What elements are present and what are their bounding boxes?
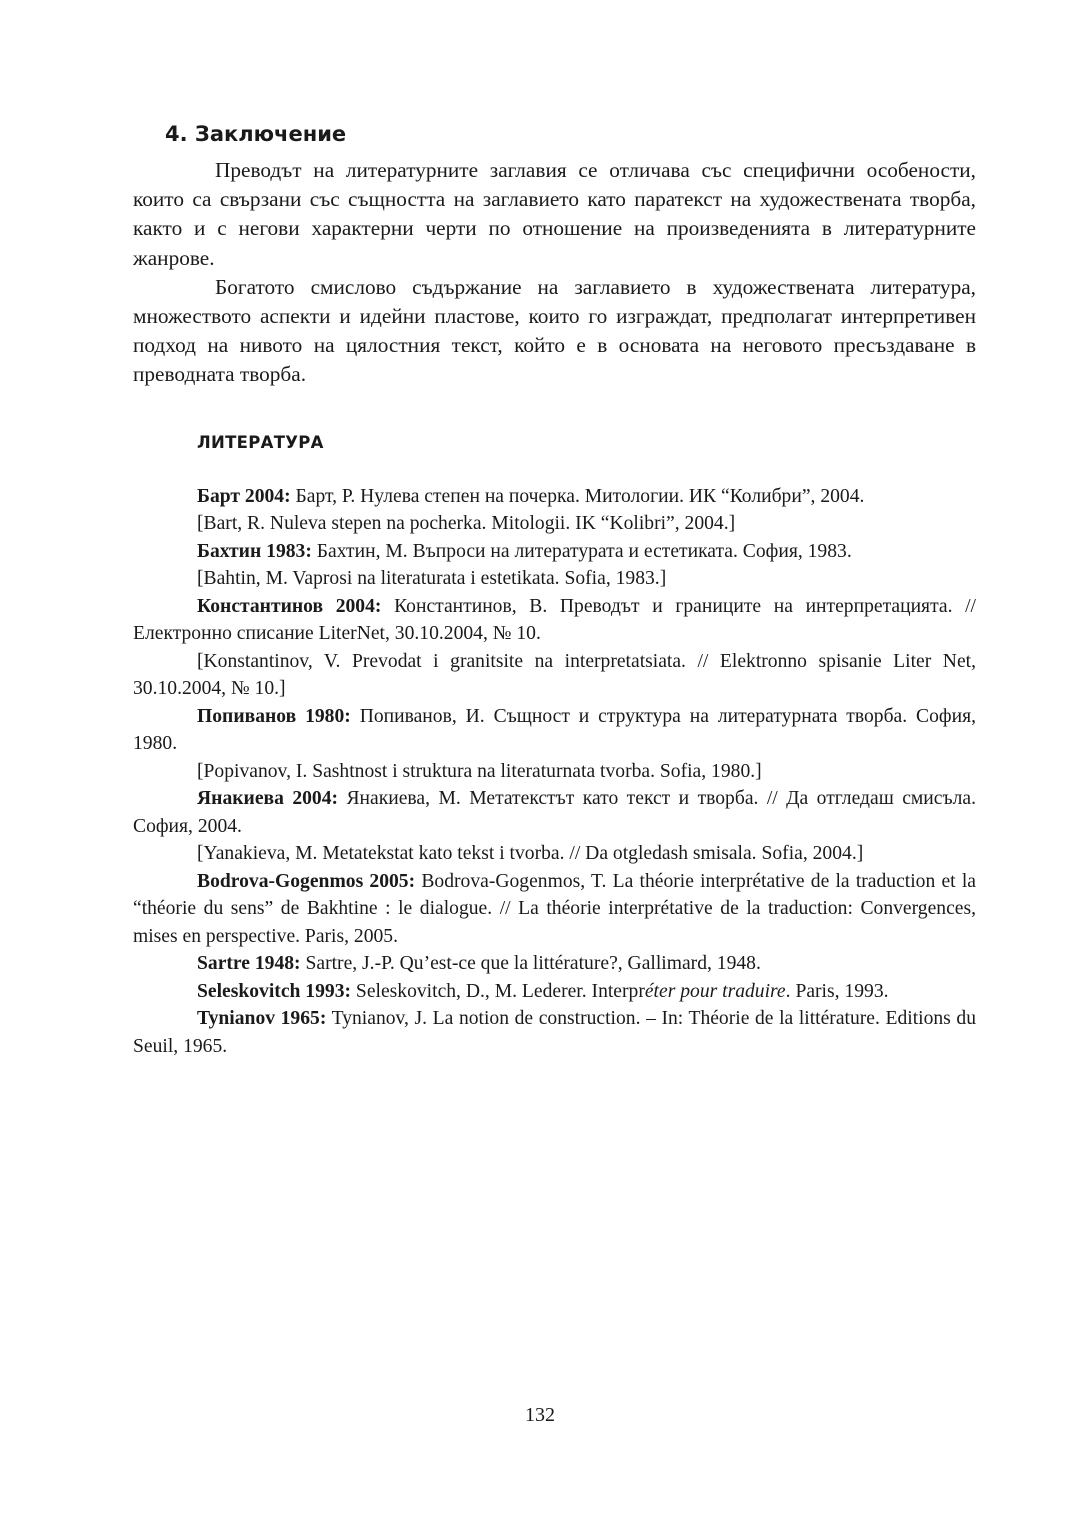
reference-text: Seleskovitch, D., M. Lederer. Interpr bbox=[351, 980, 645, 1002]
reference-entry bbox=[133, 483, 976, 511]
reference-text-after: . Paris, 1993. bbox=[785, 980, 889, 1002]
reference-entry bbox=[133, 703, 976, 758]
reference-key: Попиванов 1980: bbox=[197, 705, 351, 727]
reference-text: Бахтин, М. Въпроси на литературата и естетиката. София, 1983. bbox=[311, 540, 852, 562]
reference-text: Янакиева, М. Метатекстът като текст и творба. // Да отгледаш смисъла. София, 2004. bbox=[133, 788, 976, 837]
reference-transliteration bbox=[133, 648, 976, 703]
reference-entry bbox=[133, 538, 976, 566]
reference-key: Барт 2004: bbox=[197, 485, 291, 507]
reference-entry bbox=[133, 785, 976, 840]
reference-text: [Bahtin, M. Vaprosi na literaturata i estetikata. Sofia, 1983.] bbox=[197, 568, 667, 590]
reference-key: Tynianov 1965: bbox=[197, 1008, 327, 1030]
reference-key: Янакиева 2004: bbox=[197, 788, 339, 810]
literature-heading: ЛИТЕРАТУРА bbox=[197, 432, 324, 452]
reference-text: [Yanakieva, M. Metatekstat kato tekst i tvorba. // Da otgledash smisala. Sofia, 2004.] bbox=[197, 843, 864, 865]
reference-entry bbox=[133, 593, 976, 648]
reference-text: [Konstantinov, V. Prevodat i granitsite na interpretatsiata. // Elektronno spisanie Liter Net, 30.10.2004, № 10.] bbox=[133, 650, 976, 700]
reference-entry bbox=[133, 1005, 976, 1060]
reference-text: [Bart, R. Nuleva stepen na pocherka. Mitologii. IK “Kolibri”, 2004.] bbox=[197, 513, 736, 535]
reference-text: Tynianov, J. La notion de construction. – In: Théorie de la littérature. Editions du Seuil, 1965. bbox=[133, 1008, 976, 1057]
reference-list bbox=[133, 483, 976, 1061]
reference-italic-title: éter pour traduire bbox=[644, 980, 786, 1002]
reference-transliteration bbox=[133, 840, 976, 868]
reference-text: [Popivanov, I. Sashtnost i struktura na literaturnata tvorba. Sofia, 1980.] bbox=[197, 760, 762, 782]
reference-transliteration bbox=[133, 758, 976, 786]
reference-entry bbox=[133, 950, 976, 978]
reference-entry bbox=[133, 868, 976, 951]
reference-transliteration bbox=[133, 565, 976, 593]
section-heading: 4. Заключение bbox=[165, 122, 347, 146]
page-number: 132 bbox=[525, 1404, 555, 1426]
reference-text: Попиванов, И. Същност и структура на литературната творба. София, 1980. bbox=[133, 705, 976, 755]
paragraph: Богатото смислово съдържание на заглавието в художествената литература, множеството аспекти и идейни пластове, които го изграждат, предполагат интерпретивен подход на нивото на цялостния текст, който е в основата на неговото пресъздаване в преводната творба. bbox=[133, 274, 976, 387]
reference-key: Seleskovitch 1993: bbox=[197, 980, 352, 1002]
reference-text: Sartre, J.-P. Qu’est-ce que la littérature?, Gallimard, 1948. bbox=[300, 953, 761, 975]
reference-entry bbox=[133, 978, 976, 1006]
reference-text: Константинов, В. Преводът и границите на интерпретацията. // Електронно списание LiterNet, 30.10.2004, № 10. bbox=[133, 595, 977, 645]
reference-text: Bodrova-Gogenmos, T. La théorie interprétative de la traduction et la “théorie du sens” de Bakhtine : le dialogue. // La théorie interprétative de la traduction: Convergences, mises en perspective. Paris, 2005. bbox=[133, 870, 976, 947]
reference-key: Sartre 1948: bbox=[197, 953, 301, 975]
reference-transliteration bbox=[133, 510, 976, 538]
reference-key: Бахтин 1983: bbox=[197, 540, 312, 562]
reference-key: Bodrova-Gogenmos 2005: bbox=[197, 870, 416, 892]
paragraph: Преводът на литературните заглавия се отличава със специфични особености, които са свързани със същността на заглавието като паратекст на художествената творба, както и с негови характерни черти по отношение на произведенията в литературните жанрове. bbox=[133, 158, 976, 270]
reference-key: Константинов 2004: bbox=[197, 595, 382, 617]
reference-text: Барт, Р. Нулева степен на почерка. Митологии. ИК “Колибри”, 2004. bbox=[290, 485, 865, 507]
page-body bbox=[133, 118, 976, 1060]
